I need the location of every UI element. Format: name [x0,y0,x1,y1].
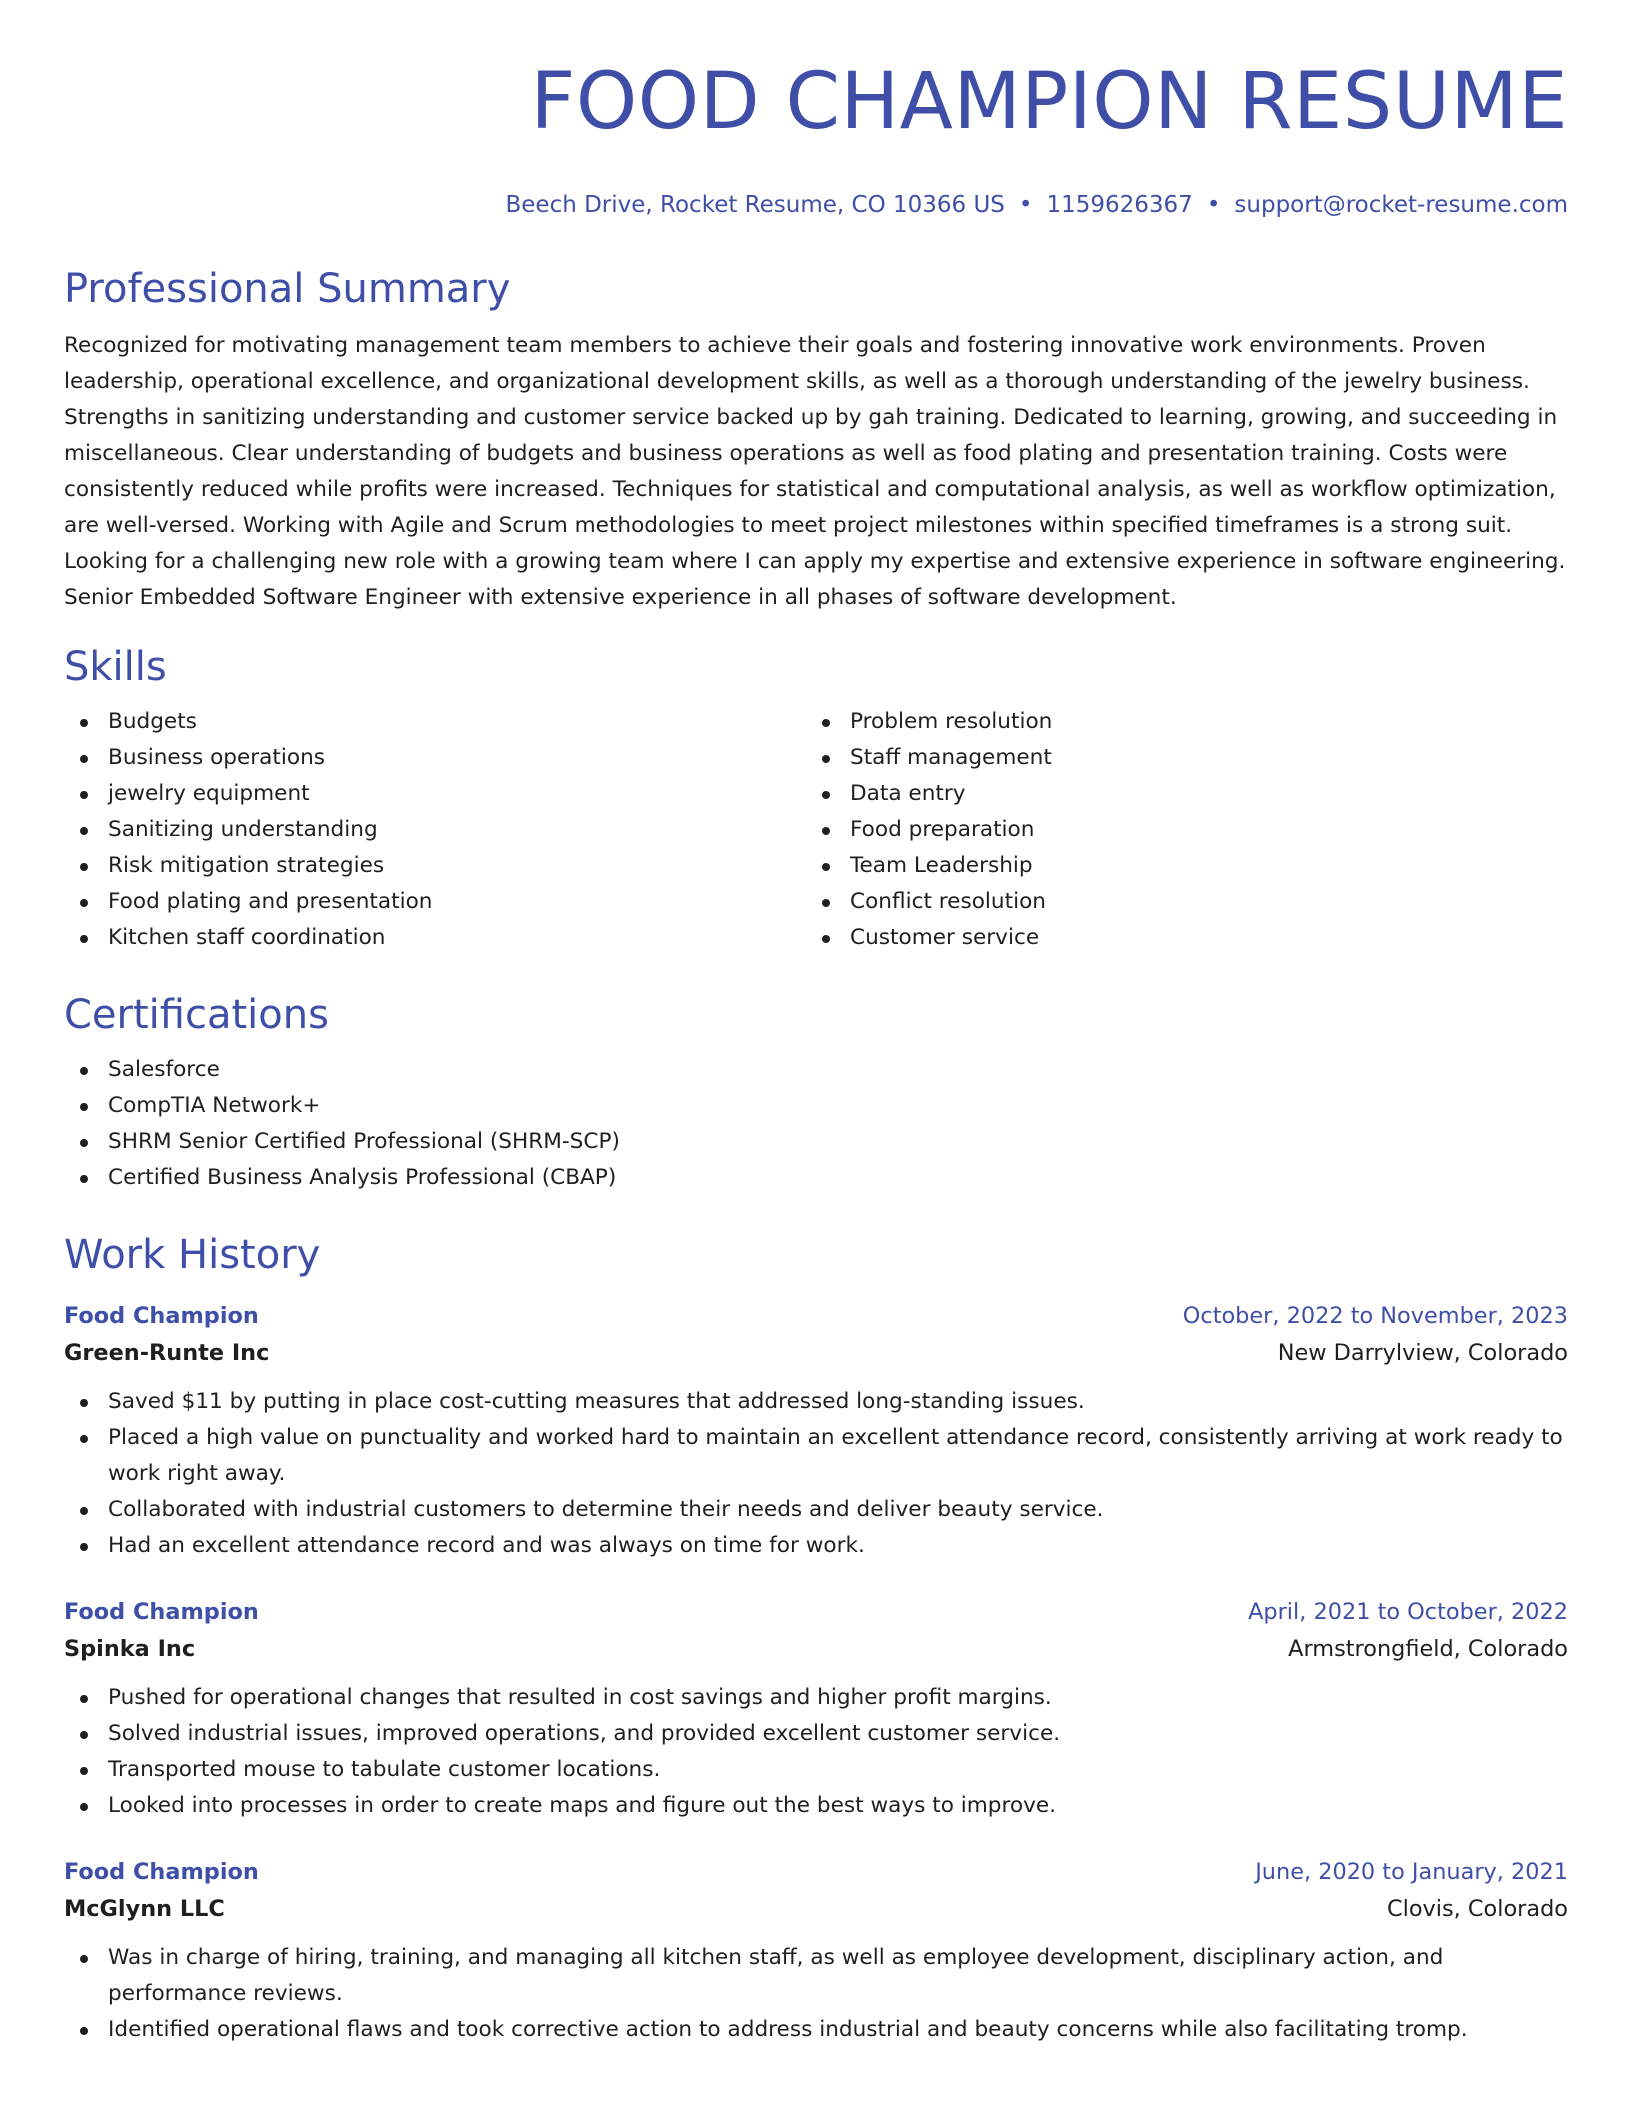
job-company: Spinka Inc [64,1636,196,1662]
contact-email[interactable]: support@rocket-resume.com [1234,192,1568,218]
skill-item: Customer service [806,920,1548,956]
certification-item: CompTIA Network+ [64,1088,1568,1124]
skill-item: Food plating and presentation [64,884,806,920]
job-entry [64,1594,1568,1824]
job-location: Armstrongfield, Colorado [1288,1636,1568,1662]
certification-item: Certified Business Analysis Professional (CBAP) [64,1160,1568,1196]
job-title: Food Champion [64,1303,259,1329]
skill-item: Data entry [806,776,1548,812]
work-history-heading: Work History [64,1232,321,1278]
contact-separator: • [1206,192,1221,218]
job-duty: Transported mouse to tabulate customer locations. [64,1752,1568,1788]
job-company: Green-Runte Inc [64,1340,270,1366]
job-duty: Was in charge of hiring, training, and managing all kitchen staff, as well as employee development, disciplinary action, and performance reviews. [64,1940,1568,2012]
skill-item: Team Leadership [806,848,1548,884]
skill-item: Risk mitigation strategies [64,848,806,884]
job-duty: Pushed for operational changes that resulted in cost savings and higher profit margins. [64,1680,1568,1716]
certifications-heading: Certifications [64,992,329,1038]
job-duties-list [64,1384,1568,1564]
skill-item: Sanitizing understanding [64,812,806,848]
skills-list-right [806,704,1548,956]
certification-item: Salesforce [64,1052,1568,1088]
job-duty: Saved $11 by putting in place cost-cutting measures that addressed long-standing issues. [64,1384,1568,1420]
job-company-row [64,1890,1568,1928]
skill-item: Food preparation [806,812,1548,848]
summary-text: Recognized for motivating management team members to achieve their goals and fostering innovative work environments. Proven leadership, operational excellence, and organizational development skills, as well as a thorough understanding of the jewelry business. Strengths in sanitizing understanding and customer service backed up by gah training. Dedicated to learning, growing, and succeeding in miscellaneous. Clear understanding of budgets and business operations as well as food plating and presentation training. Costs were consistently reduced while profits were increased. Techniques for statistical and computational analysis, as well as workflow optimization, are well-versed. Working with Agile and Scrum methodologies to meet project milestones within specified timeframes is a strong suit. Looking for a challenging new role with a growing team where I can apply my expertise and extensive experience in software engineering. Senior Embedded Software Engineer with extensive experience in all phases of software development. [64,333,1566,610]
contact-line [64,190,1568,220]
job-title: Food Champion [64,1859,259,1885]
job-dates: April, 2021 to October, 2022 [1248,1599,1568,1625]
resume-page [64,56,1568,2048]
job-location: New Darrylview, Colorado [1277,1340,1568,1366]
contact-address: Beech Drive, Rocket Resume, CO 10366 US [505,192,1005,218]
skill-item: Staff management [806,740,1548,776]
skills-columns [64,704,1568,956]
job-duty: Collaborated with industrial customers to determine their needs and deliver beauty service. [64,1492,1568,1528]
job-dates: October, 2022 to November, 2023 [1182,1303,1568,1329]
job-header-row [64,1594,1568,1630]
skill-item: Budgets [64,704,806,740]
job-entry [64,1298,1568,1564]
job-duty: Placed a high value on punctuality and worked hard to maintain an excellent attendance record, consistently arriving at work ready to work right away. [64,1420,1568,1492]
skill-item: Conflict resolution [806,884,1548,920]
certifications-list [64,1052,1568,1196]
job-duties-list [64,1680,1568,1824]
job-duty: Identified operational flaws and took corrective action to address industrial and beauty concerns while also facilitating tromp. [64,2012,1568,2048]
skills-heading: Skills [64,644,167,690]
job-location: Clovis, Colorado [1386,1896,1568,1922]
contact-separator: • [1018,192,1033,218]
job-duties-list [64,1940,1568,2048]
skill-item: Kitchen staff coordination [64,920,806,956]
summary-heading: Professional Summary [64,266,511,312]
job-header-row [64,1854,1568,1890]
job-duty: Looked into processes in order to create maps and figure out the best ways to improve. [64,1788,1568,1824]
skill-item: jewelry equipment [64,776,806,812]
job-title: Food Champion [64,1599,259,1625]
skill-item: Problem resolution [806,704,1548,740]
resume-title: FOOD CHAMPION RESUME [530,57,1568,147]
skills-list-left [64,704,806,956]
skill-item: Business operations [64,740,806,776]
job-dates: June, 2020 to January, 2021 [1255,1859,1568,1885]
job-company: McGlynn LLC [64,1896,225,1922]
job-duty: Had an excellent attendance record and was always on time for work. [64,1528,1568,1564]
job-header-row [64,1298,1568,1334]
job-duty: Solved industrial issues, improved operations, and provided excellent customer service. [64,1716,1568,1752]
job-company-row [64,1630,1568,1668]
contact-phone: 1159626367 [1046,192,1193,218]
job-company-row [64,1334,1568,1372]
certification-item: SHRM Senior Certified Professional (SHRM-SCP) [64,1124,1568,1160]
job-entry [64,1854,1568,2048]
